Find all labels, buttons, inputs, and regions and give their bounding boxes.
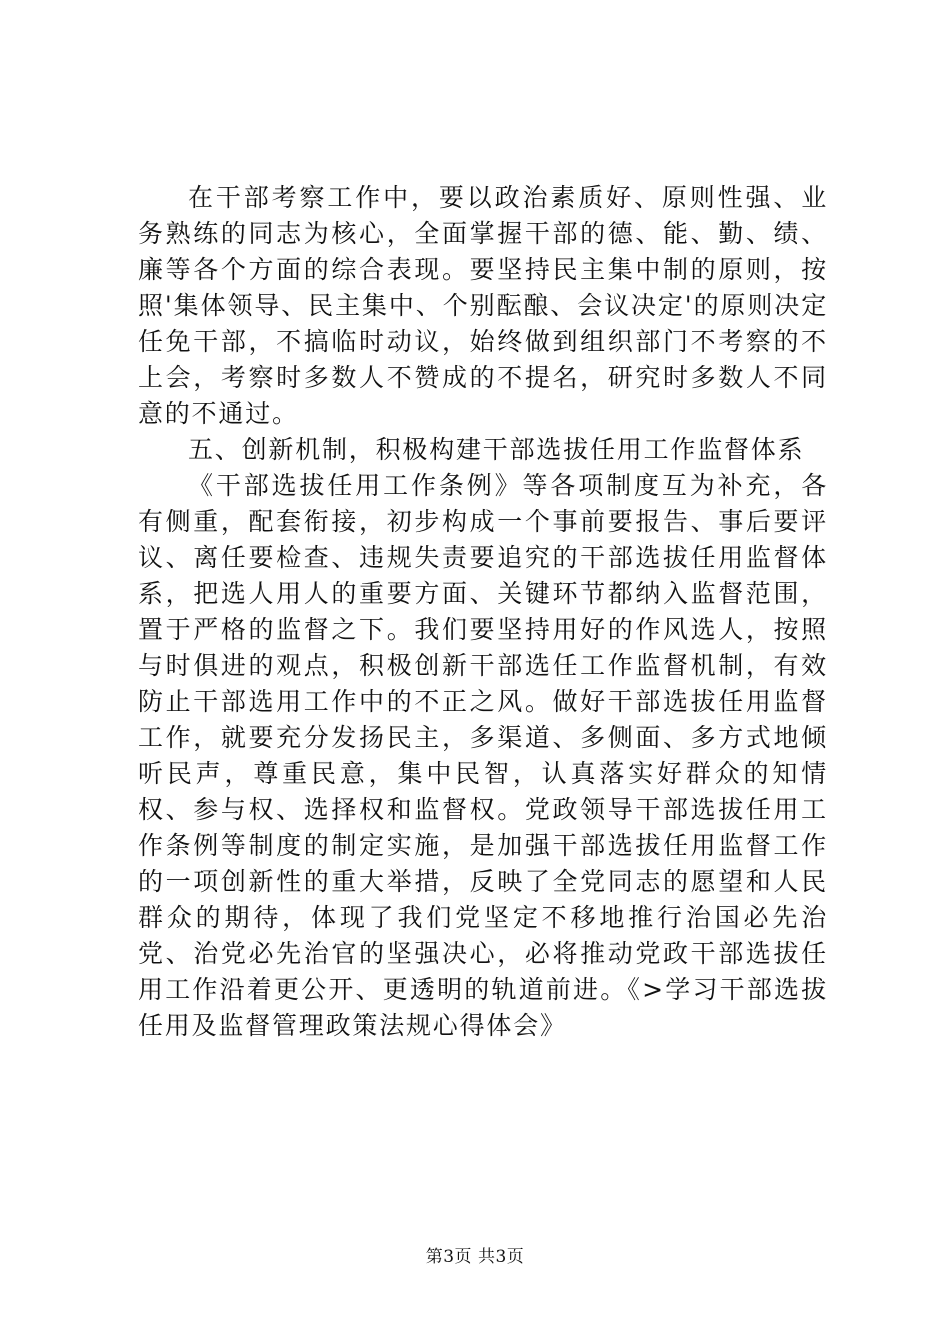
paragraph-cadre-inspection: 在干部考察工作中，要以政治素质好、原则性强、业务熟练的同志为核心，全面掌握干部的德、能、勤、绩、廉等各个方面的综合表现。要坚持民主集中制的原则，按照'集体领导、民主集中、个别酝酿、会议决定'的原则决定任免干部，不搞临时动议，始终做到组织部门不考察的不上会，考察时多数人不赞成的不提名，研究时多数人不同意的不通过。 [138,183,828,428]
section-heading-five: 五、创新机制，积极构建干部选拔任用工作监督体系 [188,435,805,464]
document-body [138,180,828,1044]
paragraph-supervision-system: 《干部选拔任用工作条例》等各项制度互为补充，各有侧重，配套衔接，初步构成一个事前要报告、事后要评议、离任要检查、违规失责要追究的干部选拔任用监督体系，把选人用人的重要方面、关键环节都纳入监督范围，置于严格的监督之下。我们要坚持用好的作风选人，按照与时俱进的观点，积极创新干部选任工作监督机制，有效防止干部选用工作中的不正之风。做好干部选拔任用监督工作，就要充分发扬民主，多渠道、多侧面、多方式地倾听民声，尊重民意，集中民智，认真落实好群众的知情权、参与权、选择权和监督权。党政领导干部选拔任用工作条例等制度的制定实施，是加强干部选拔任用监督工作的一项创新性的重大举措，反映了全党同志的愿望和人民群众的期待，体现了我们党坚定不移地推行治国必先治党、治党必先治官的坚强决心，必将推动党政干部选拔任用工作沿着更公开、更透明的轨道前进。《>学习干部选拔任用及监督管理政策法规心得体会》 [138,471,828,1040]
page-number-footer: 第3页 共3页 [425,1247,525,1267]
